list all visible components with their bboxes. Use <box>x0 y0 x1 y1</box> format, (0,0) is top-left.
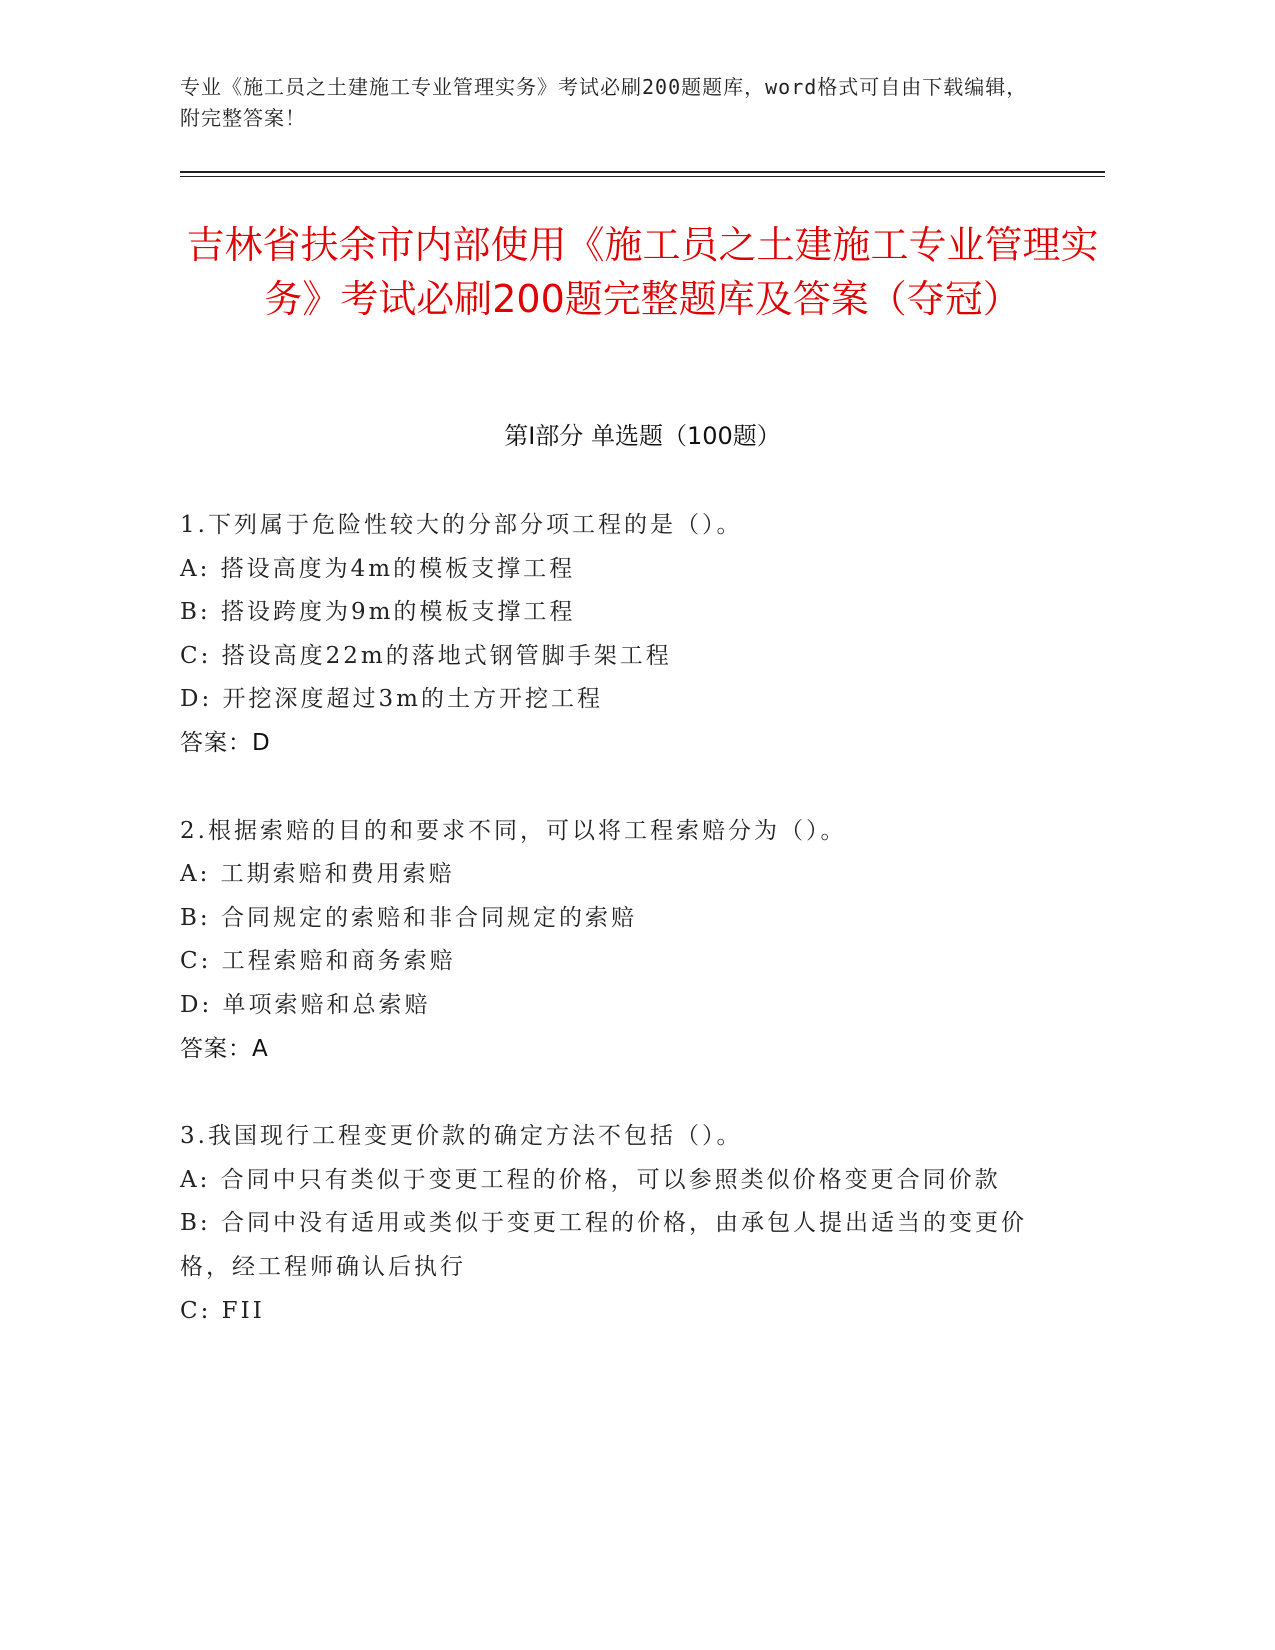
question-stem: 2.根据索赔的目的和要求不同，可以将工程索赔分为（）。 <box>180 817 847 844</box>
option-a: A: 工期索赔和费用索赔 <box>180 861 455 888</box>
answer: 答案：A <box>180 1035 269 1062</box>
header-note: 专业《施工员之土建施工专业管理实务》考试必刷200题题库，word格式可自由下载编辑，附完整答案！ <box>180 75 1028 130</box>
option-a: A: 搭设高度为4m的模板支撑工程 <box>180 555 576 582</box>
section-heading: 第Ⅰ部分 单选题（100题） <box>504 422 781 450</box>
option-d: D: 单项索赔和总索赔 <box>180 991 431 1018</box>
option-b: B: 合同规定的索赔和非合同规定的索赔 <box>180 904 637 931</box>
option-d: D: 开挖深度超过3m的土方开挖工程 <box>180 686 603 713</box>
option-b: B: 合同中没有适用或类似于变更工程的价格，由承包人提出适当的变更价格，经工程师确认后执行 <box>180 1210 1027 1280</box>
answer: 答案：D <box>180 729 271 756</box>
question-stem: 1.下列属于危险性较大的分部分项工程的是（）。 <box>180 512 743 538</box>
document-title: 吉林省扶余市内部使用《施工员之土建施工专业管理实务》考试必刷200题完整题库及答案（夺冠） <box>186 223 1099 321</box>
option-c: C: 搭设高度22m的落地式钢管脚手架工程 <box>180 642 672 669</box>
option-a: A: 合同中只有类似于变更工程的价格，可以参照类似价格变更合同价款 <box>180 1166 1001 1193</box>
option-c: C: FII <box>180 1297 265 1324</box>
question-stem: 3.我国现行工程变更价款的确定方法不包括（）。 <box>180 1123 743 1150</box>
question-3 <box>180 1115 1040 1333</box>
question-list <box>180 504 1040 1377</box>
header-divider-thick <box>180 171 1105 173</box>
question-1 <box>180 504 1040 766</box>
option-b: B: 搭设跨度为9m的模板支撑工程 <box>180 599 576 626</box>
question-2 <box>180 810 1040 1072</box>
option-c: C: 工程索赔和商务索赔 <box>180 948 456 975</box>
header-divider-thin <box>180 176 1105 177</box>
